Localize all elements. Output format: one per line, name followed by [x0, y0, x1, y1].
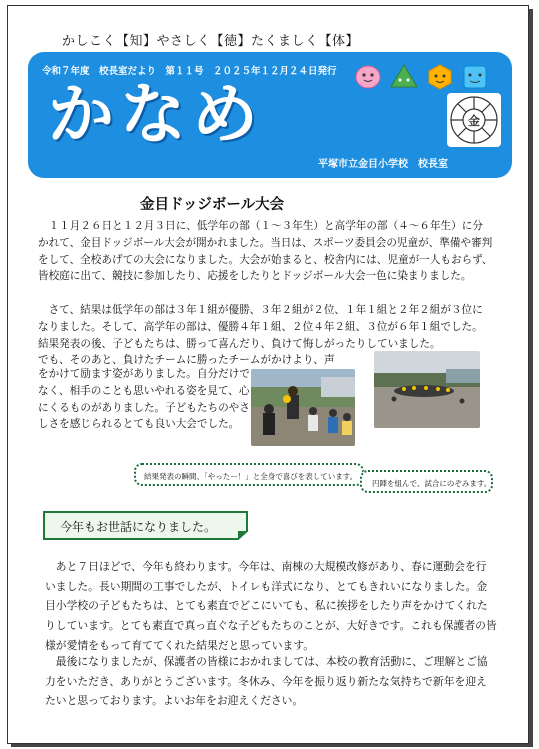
- children-celebrating-photo: [251, 369, 355, 446]
- orange-hexagon-mascot-icon: [429, 65, 451, 89]
- article-paragraph: さて、結果は低学年の部は３年１組が優勝、３年２組が２位、１年１組と２年２組が３位になりました。そして、高学年の部は、優勝４年１組、２位４年２組、３位が６年１組でした。結果発表の後、子どもたちは、勝って喜んだり、負けて悔しがったりしていました。: [38, 304, 483, 350]
- svg-text:金: 金: [467, 114, 481, 128]
- newsletter-title: かなめ: [48, 76, 264, 153]
- school-field-huddle-photo: [374, 351, 480, 428]
- page-shadow-bottom: [11, 744, 533, 747]
- blue-square-mascot-icon: [464, 66, 486, 88]
- article-paragraph: 最後になりましたが、保護者の皆様におかれましては、本校の教育活動に、ご理解とご協力をいただき、ありがとうございます。冬休み、今年を振り返り新たな気持ちで新年を迎えたいと思っております。よいお年をお迎えください。: [45, 655, 488, 708]
- school-name: 平塚市立金目小学校 校長室: [318, 159, 448, 170]
- photo-caption: 結果発表の瞬間、「やったー！」と全身で喜びを表しています。: [134, 463, 364, 486]
- article-paragraph: をかけて励ます姿がありました。自分だけでなく、相手のことも思いやれる姿を見て、心にくるものがありました。子どもたちのやさしさを感じられるとても良い大会でした。: [38, 368, 250, 431]
- mascot-characters: [354, 62, 494, 90]
- pink-blob-mascot-icon: [356, 66, 380, 88]
- green-triangle-mascot-icon: [391, 65, 417, 87]
- issue-info: 令和７年度 校長室だより 第１１号 ２０２５年１２月２４日発行: [42, 66, 337, 77]
- photo-caption: 円陣を組んで、試合にのぞみます。: [360, 470, 493, 493]
- article-paragraph: でも、そのあと、負けたチームに勝ったチームがかけより、声: [38, 354, 335, 366]
- school-crest-icon: [447, 93, 501, 147]
- article-paragraph: あと７日ほどで、今年も終わります。今年は、南棟の大規模改修があり、春に運動会を行いました。長い期間の工事でしたが、トイレも洋式になり、とてもきれいになりました。金目小学校の子どもたちは、とても素直でどこにいても、私に挨拶をしたり声をかけてくれたりしています。とても素直で真っ直ぐな子どもたちのことが、大好きです。これも保護者の皆様が愛情をもって育ててくれた結果だと思っています。: [45, 560, 497, 652]
- school-motto: かしこく【知】やさしく【徳】たくましく【体】: [62, 34, 360, 49]
- article-title: 金目ドッジボール大会: [140, 197, 285, 213]
- article-paragraph: １１月２６日と１２月３日に、低学年の部（１～３年生）と高学年の部（４～６年生）に分かれて、金目ドッジボール大会が開かれました。当日は、スポーツ委員会の児童が、準備や審判をして、全校あげての大会になりました。大会が始まると、校舎内には、児童が一人もおらず、皆校庭に出て、競技に参加したり、応援をしたりとドッジボール大会一色に染まりました。: [38, 220, 493, 283]
- page-shadow: [529, 9, 533, 745]
- section-banner-text: 今年もお世話になりました。: [60, 520, 217, 534]
